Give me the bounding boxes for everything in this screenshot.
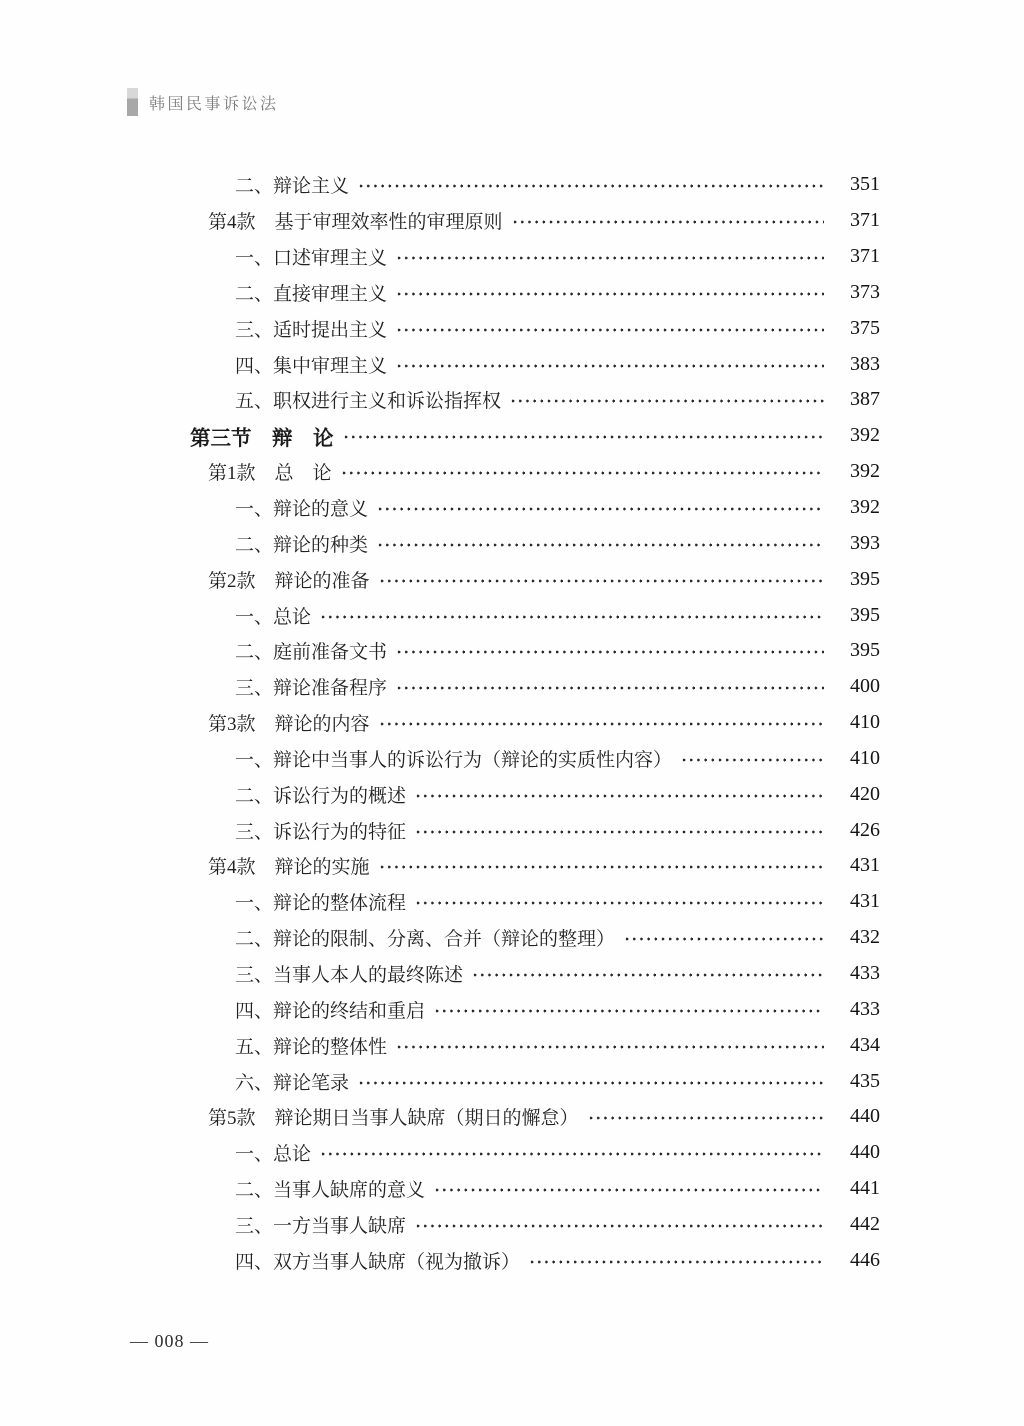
dot-leader <box>415 793 824 799</box>
dot-leader <box>434 1187 824 1193</box>
toc-entry-page: 410 <box>850 711 880 734</box>
toc-entry-label: 第4款 基于审理效率性的审理原则 <box>208 212 503 234</box>
toc-entry-page: 351 <box>850 173 880 196</box>
dot-leader <box>529 1259 824 1265</box>
dot-leader <box>320 1151 824 1157</box>
toc-entry <box>190 920 880 956</box>
toc-entry <box>190 490 880 526</box>
toc-entry-label: 一、口述审理主义 <box>235 248 388 270</box>
dot-leader <box>510 398 824 404</box>
toc-entry-label: 二、辩论的种类 <box>235 534 369 556</box>
toc-entry <box>190 1206 880 1242</box>
toc-entry <box>190 382 880 418</box>
dot-leader <box>377 506 824 512</box>
toc-entry <box>190 203 880 239</box>
toc-entry-label: 三、适时提出主义 <box>235 319 388 341</box>
toc-entry <box>190 1242 880 1278</box>
toc-entry-page: 410 <box>850 746 880 769</box>
toc-entry-page: 446 <box>850 1248 880 1271</box>
toc-entry-page: 431 <box>850 854 880 877</box>
dot-leader <box>681 757 824 763</box>
toc-entry-page: 395 <box>850 603 880 626</box>
toc-entry-label: 三、一方当事人缺席 <box>235 1215 407 1237</box>
toc-entry <box>190 1063 880 1099</box>
dot-leader <box>588 1115 824 1121</box>
toc-entry-page: 433 <box>850 961 880 984</box>
toc-entry-label: 二、辩论的限制、分离、合并（辩论的整理） <box>235 929 616 951</box>
toc-entry-label: 一、辩论的整体流程 <box>235 893 407 915</box>
toc-entry-label: 五、辩论的整体性 <box>235 1036 388 1058</box>
toc-entry-page: 373 <box>850 280 880 303</box>
toc-entry <box>190 884 880 920</box>
page-footer: — 008 — <box>130 1331 209 1351</box>
dot-leader <box>379 578 824 584</box>
toc-entry <box>190 310 880 346</box>
toc-entry-label: 第4款 辩论的实施 <box>208 857 370 879</box>
page-header <box>127 88 279 116</box>
dot-leader <box>434 1008 824 1014</box>
toc-entry <box>190 669 880 705</box>
toc-entry <box>190 1099 880 1135</box>
toc-entry-page: 433 <box>850 997 880 1020</box>
toc-entry <box>190 1135 880 1171</box>
toc-entry-page: 395 <box>850 567 880 590</box>
dot-leader <box>396 291 824 297</box>
toc-entry-page: 393 <box>850 531 880 554</box>
dot-leader <box>512 219 824 225</box>
toc-entry-page: 440 <box>850 1141 880 1164</box>
toc-entry-page: 375 <box>850 316 880 339</box>
toc-entry-label: 二、辩论主义 <box>235 176 350 198</box>
toc-entry-label: 三、当事人本人的最终陈述 <box>235 964 464 986</box>
toc-entry-page: 371 <box>850 245 880 268</box>
toc-entry-label: 第1款 总 论 <box>208 463 332 485</box>
toc-entry <box>190 991 880 1027</box>
toc-entry-page: 441 <box>850 1177 880 1200</box>
toc-entry <box>190 525 880 561</box>
toc-entry-page: 426 <box>850 818 880 841</box>
dot-leader <box>377 542 824 548</box>
book-title: 韩国民事诉讼法 <box>149 95 279 113</box>
toc-entry-label: 第5款 辩论期日当事人缺席（期日的懈怠） <box>208 1108 579 1130</box>
toc-entry-page: 420 <box>850 782 880 805</box>
dot-leader <box>396 685 824 691</box>
header-accent-bar <box>127 88 138 116</box>
toc-entry-label: 第2款 辩论的准备 <box>208 570 370 592</box>
toc-entry-label: 三、辩论准备程序 <box>235 678 388 700</box>
toc-entry <box>190 633 880 669</box>
toc-entry <box>190 705 880 741</box>
toc-entry-page: 400 <box>850 675 880 698</box>
dot-leader <box>396 327 824 333</box>
toc-entry <box>190 275 880 311</box>
toc-entry-label: 第3款 辩论的内容 <box>208 714 370 736</box>
dot-leader <box>396 1044 824 1050</box>
dot-leader <box>415 829 824 835</box>
dot-leader <box>358 183 824 189</box>
toc-entry-page: 392 <box>850 424 880 447</box>
dot-leader <box>415 900 824 906</box>
dot-leader <box>396 649 824 655</box>
toc-entry-page: 395 <box>850 639 880 662</box>
toc-entry-label: 二、直接审理主义 <box>235 283 388 305</box>
toc-entry <box>190 776 880 812</box>
dot-leader <box>624 936 824 942</box>
toc-entry <box>190 1171 880 1207</box>
toc-entry-label: 二、庭前准备文书 <box>235 642 388 664</box>
dot-leader <box>396 255 824 261</box>
toc-entry <box>190 239 880 275</box>
dot-leader <box>415 1223 824 1229</box>
dot-leader <box>472 972 824 978</box>
toc-entry-label: 四、集中审理主义 <box>235 355 388 377</box>
toc-entry-page: 435 <box>850 1069 880 1092</box>
dot-leader <box>320 614 824 620</box>
toc-list <box>190 167 880 1278</box>
toc-entry-page: 387 <box>850 388 880 411</box>
dot-leader <box>396 363 824 369</box>
toc-entry <box>190 1027 880 1063</box>
dot-leader <box>379 864 824 870</box>
toc-entry <box>190 418 880 454</box>
toc-entry <box>190 741 880 777</box>
toc-entry-label: 一、辩论中当事人的诉讼行为（辩论的实质性内容） <box>235 749 673 771</box>
toc-entry <box>190 561 880 597</box>
toc-entry-label: 六、辩论笔录 <box>235 1072 350 1094</box>
toc-entry <box>190 346 880 382</box>
dot-leader <box>358 1080 824 1086</box>
toc-entry-label: 一、总论 <box>235 606 312 628</box>
toc-entry <box>190 454 880 490</box>
toc-entry-page: 392 <box>850 460 880 483</box>
toc-entry-label: 一、总论 <box>235 1144 312 1166</box>
dot-leader <box>341 470 824 476</box>
toc-entry-label: 第三节 辩 论 <box>190 426 334 450</box>
toc-entry-label: 二、当事人缺席的意义 <box>235 1180 426 1202</box>
dot-leader <box>379 721 824 727</box>
toc-entry-page: 442 <box>850 1212 880 1235</box>
toc-entry-page: 392 <box>850 496 880 519</box>
toc-entry-page: 383 <box>850 352 880 375</box>
toc-entry <box>190 848 880 884</box>
toc-entry-label: 五、职权进行主义和诉讼指挥权 <box>235 391 502 413</box>
toc-entry-label: 三、诉讼行为的特征 <box>235 821 407 843</box>
toc-entry-label: 四、双方当事人缺席（视为撤诉） <box>235 1251 521 1273</box>
toc-entry-label: 四、辩论的终结和重启 <box>235 1000 426 1022</box>
toc-entry-page: 432 <box>850 926 880 949</box>
toc-entry <box>190 812 880 848</box>
toc-entry <box>190 956 880 992</box>
toc-entry-page: 371 <box>850 209 880 232</box>
dot-leader <box>343 434 825 440</box>
toc-entry-label: 二、诉讼行为的概述 <box>235 785 407 807</box>
toc-entry <box>190 597 880 633</box>
toc-entry-page: 431 <box>850 890 880 913</box>
toc-entry-page: 434 <box>850 1033 880 1056</box>
toc-entry-page: 440 <box>850 1105 880 1128</box>
toc-entry-label: 一、辩论的意义 <box>235 499 369 521</box>
toc-entry <box>190 167 880 203</box>
